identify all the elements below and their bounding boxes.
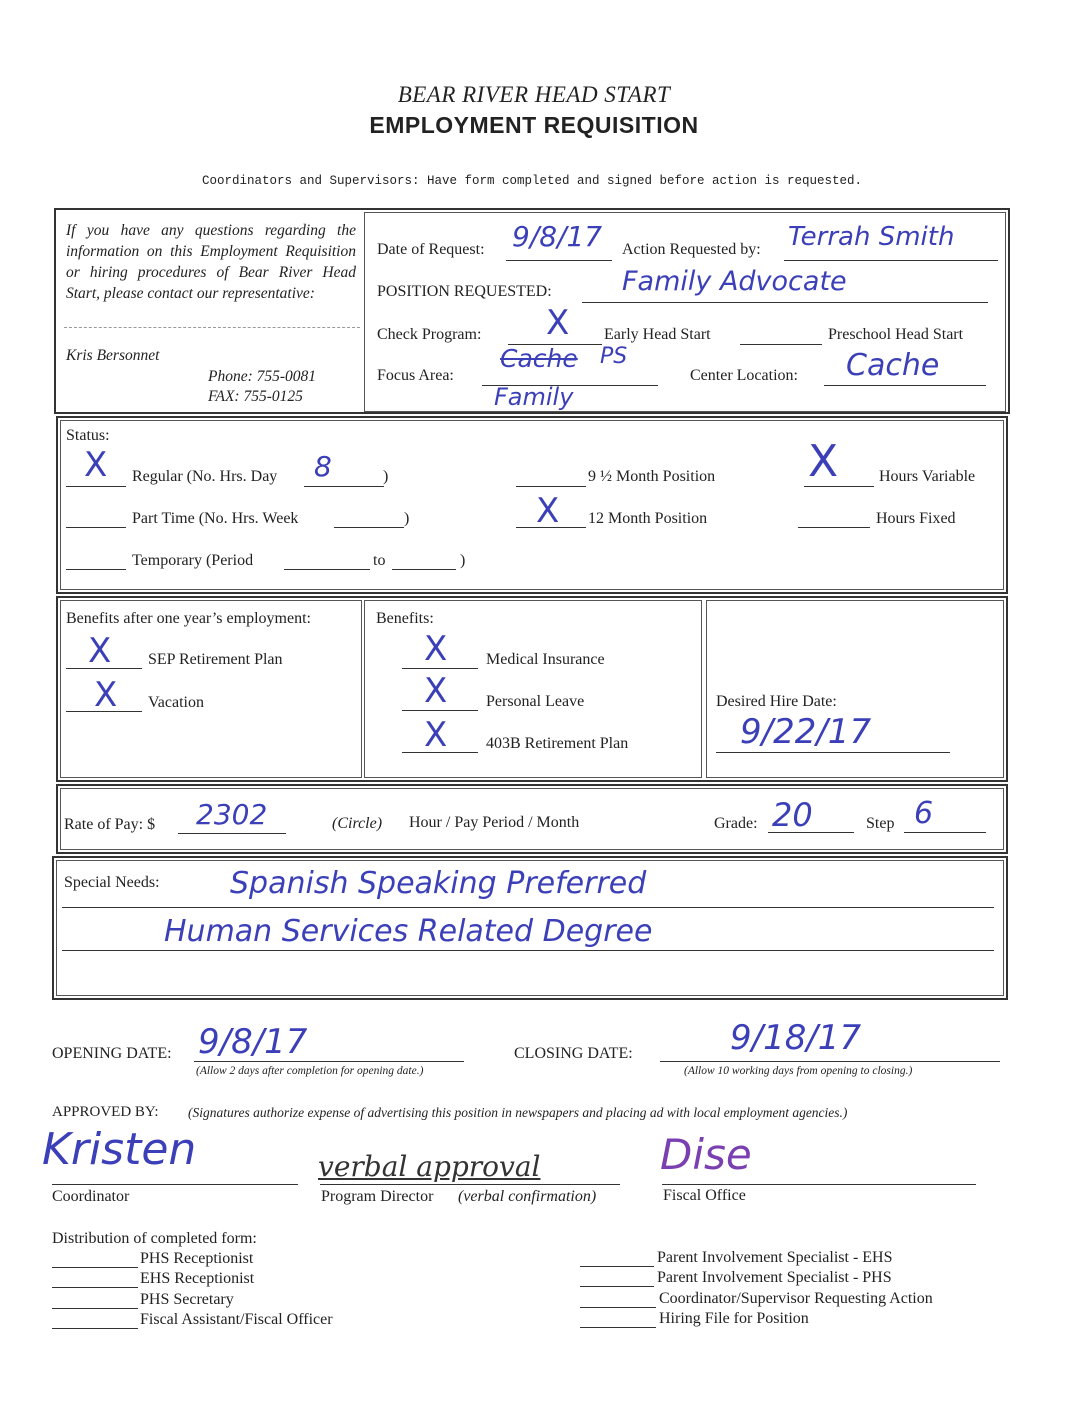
- approved-by-label: APPROVED BY:: [52, 1104, 159, 1120]
- closing-date-label: CLOSING DATE:: [514, 1045, 633, 1062]
- date-of-request-line: [506, 260, 612, 261]
- vacation-mark[interactable]: X: [94, 675, 118, 715]
- preschool-head-start-label: Preschool Head Start: [828, 326, 964, 343]
- sep-label: SEP Retirement Plan: [148, 651, 283, 668]
- opening-date-label: OPENING DATE:: [52, 1045, 172, 1062]
- dist-right-0: Parent Involvement Specialist - EHS: [657, 1249, 893, 1266]
- hours-fixed-line: [798, 527, 870, 528]
- special-needs-line-1: [62, 907, 994, 908]
- personal-leave-label: Personal Leave: [486, 693, 585, 710]
- step-value[interactable]: 6: [914, 796, 934, 831]
- dist-line-right-1[interactable]: [580, 1286, 654, 1287]
- dist-left-2: PHS Secretary: [140, 1291, 234, 1308]
- fiscal-sig-line: [662, 1184, 976, 1185]
- focus-area-value-2[interactable]: Family: [494, 383, 574, 411]
- contact-fax: FAX: 755-0125: [208, 388, 303, 405]
- fiscal-signature[interactable]: Dise: [660, 1130, 752, 1179]
- hours-variable-mark[interactable]: X: [808, 436, 839, 487]
- hire-date-label: Desired Hire Date:: [716, 693, 837, 710]
- hours-variable-label: Hours Variable: [879, 468, 976, 485]
- center-location-label: Center Location:: [690, 367, 798, 384]
- part-time-line: [66, 527, 126, 528]
- hire-date-line: [716, 752, 950, 753]
- pay-period-options[interactable]: Hour / Pay Period / Month: [409, 814, 580, 831]
- org-name: BEAR RIVER HEAD START: [397, 82, 671, 107]
- nine-half-label: 9 ½ Month Position: [588, 468, 716, 485]
- special-needs-value-2[interactable]: Human Services Related Degree: [164, 914, 653, 949]
- medical-label: Medical Insurance: [486, 651, 605, 668]
- focus-area-struck[interactable]: Cache: [500, 344, 578, 373]
- special-needs-line-2: [62, 950, 994, 951]
- contact-phone: Phone: 755-0081: [208, 368, 317, 385]
- regular-close-paren: ): [383, 468, 389, 485]
- dist-line-right-2[interactable]: [580, 1307, 656, 1308]
- early-head-start-label: Early Head Start: [604, 326, 711, 343]
- contact-name: Kris Bersonnet: [66, 347, 160, 364]
- special-needs-value-1[interactable]: Spanish Speaking Preferred: [230, 866, 647, 901]
- date-of-request-label: Date of Request:: [377, 241, 485, 258]
- regular-mark[interactable]: X: [84, 445, 108, 485]
- action-requested-value[interactable]: Terrah Smith: [788, 222, 955, 252]
- benefits-after-label: Benefits after one year’s employment:: [66, 610, 311, 627]
- special-needs-label: Special Needs:: [64, 874, 160, 891]
- temporary-label: Temporary (Period: [132, 552, 254, 569]
- coordinator-sig-line: [52, 1184, 298, 1185]
- dist-line-right-3[interactable]: [580, 1327, 656, 1328]
- approved-by-note: (Signatures authorize expense of advertising this position in newspapers and placing ad with local employment agencies.): [188, 1105, 848, 1120]
- personal-leave-mark[interactable]: X: [424, 671, 448, 711]
- focus-area-label: Focus Area:: [377, 367, 454, 384]
- position-requested-value[interactable]: Family Advocate: [622, 266, 847, 297]
- regular-line: [66, 486, 126, 487]
- temporary-to-line: [392, 569, 456, 570]
- dist-line-left-2[interactable]: [52, 1308, 138, 1309]
- twelve-month-label: 12 Month Position: [588, 510, 708, 527]
- opening-date-note: (Allow 2 days after completion for opening date.): [196, 1065, 424, 1077]
- temporary-from-line: [284, 569, 370, 570]
- grade-label: Grade:: [714, 815, 758, 832]
- temporary-line: [66, 569, 126, 570]
- dist-right-3: Hiring File for Position: [659, 1310, 809, 1327]
- position-requested-label: POSITION REQUESTED:: [377, 283, 552, 300]
- step-label: Step: [866, 815, 895, 832]
- rate-of-pay-line: [178, 833, 286, 834]
- closing-date-note: (Allow 10 working days from opening to closing.): [684, 1065, 913, 1077]
- dist-line-right-0[interactable]: [580, 1266, 654, 1267]
- date-of-request-value[interactable]: 9/8/17: [512, 220, 603, 253]
- medical-mark[interactable]: X: [424, 629, 448, 669]
- vacation-label: Vacation: [148, 694, 204, 711]
- coordinator-label: Coordinator: [52, 1188, 130, 1205]
- regular-label: Regular (No. Hrs. Day: [132, 468, 278, 485]
- dist-right-2: Coordinator/Supervisor Requesting Action: [659, 1290, 933, 1307]
- grade-value[interactable]: 20: [772, 796, 813, 834]
- check-program-label: Check Program:: [377, 326, 482, 343]
- dist-right-1: Parent Involvement Specialist - PHS: [657, 1269, 892, 1286]
- dist-line-left-3[interactable]: [52, 1328, 138, 1329]
- director-note: (verbal confirmation): [458, 1188, 597, 1205]
- twelve-month-mark[interactable]: X: [536, 491, 560, 531]
- closing-date-value[interactable]: 9/18/17: [730, 1018, 862, 1058]
- dist-line-left-0[interactable]: [52, 1267, 138, 1268]
- position-requested-line: [582, 302, 988, 303]
- action-requested-label: Action Requested by:: [622, 241, 761, 258]
- rate-of-pay-value[interactable]: 2302: [196, 798, 268, 831]
- part-time-label: Part Time (No. Hrs. Week: [132, 510, 299, 527]
- rate-of-pay-label: Rate of Pay: $: [64, 816, 156, 833]
- circle-label: (Circle): [332, 815, 383, 832]
- part-time-close-paren: ): [404, 510, 410, 527]
- focus-area-value[interactable]: PS: [600, 344, 628, 369]
- regular-hours-line: [304, 486, 384, 487]
- temporary-close-paren: ): [460, 552, 466, 569]
- temporary-to-label: to: [373, 552, 386, 569]
- sep-mark[interactable]: X: [88, 631, 112, 671]
- center-location-value[interactable]: Cache: [846, 348, 940, 383]
- distribution-label: Distribution of completed form:: [52, 1230, 257, 1247]
- retirement-label: 403B Retirement Plan: [486, 735, 629, 752]
- dist-left-0: PHS Receptionist: [140, 1250, 254, 1267]
- director-sig-line: [320, 1184, 620, 1185]
- opening-date-value[interactable]: 9/8/17: [198, 1022, 308, 1062]
- contact-divider: [64, 327, 360, 328]
- closing-date-line: [660, 1061, 1000, 1062]
- status-label: Status:: [66, 427, 110, 444]
- dist-left-1: EHS Receptionist: [140, 1270, 255, 1287]
- regular-hours-value[interactable]: 8: [314, 450, 332, 483]
- director-signature[interactable]: verbal approval: [318, 1150, 541, 1183]
- contact-text: If you have any questions regarding the information on this Employment Requisition or hiring procedures of Bear River Head Start, please contact our representative:: [66, 222, 356, 302]
- coordinator-signature[interactable]: Kristen: [42, 1124, 197, 1175]
- fiscal-label: Fiscal Office: [663, 1187, 746, 1204]
- instructions: Coordinators and Supervisors: Have form completed and signed before action is requested.: [201, 174, 863, 188]
- part-time-hours-line: [334, 527, 404, 528]
- hire-date-value[interactable]: 9/22/17: [740, 712, 872, 752]
- benefits-label: Benefits:: [376, 610, 434, 627]
- nine-half-line: [516, 486, 586, 487]
- hours-fixed-label: Hours Fixed: [876, 510, 956, 527]
- dist-left-3: Fiscal Assistant/Fiscal Officer: [140, 1311, 333, 1328]
- step-line: [904, 832, 986, 833]
- early-head-start-mark[interactable]: X: [546, 303, 570, 343]
- action-requested-line: [784, 260, 998, 261]
- director-label: Program Director: [321, 1188, 434, 1205]
- preschool-head-start-line: [740, 344, 822, 345]
- center-location-line: [824, 385, 986, 386]
- form-title: EMPLOYMENT REQUISITION: [369, 112, 699, 138]
- dist-line-left-1[interactable]: [52, 1287, 138, 1288]
- retirement-mark[interactable]: X: [424, 715, 448, 755]
